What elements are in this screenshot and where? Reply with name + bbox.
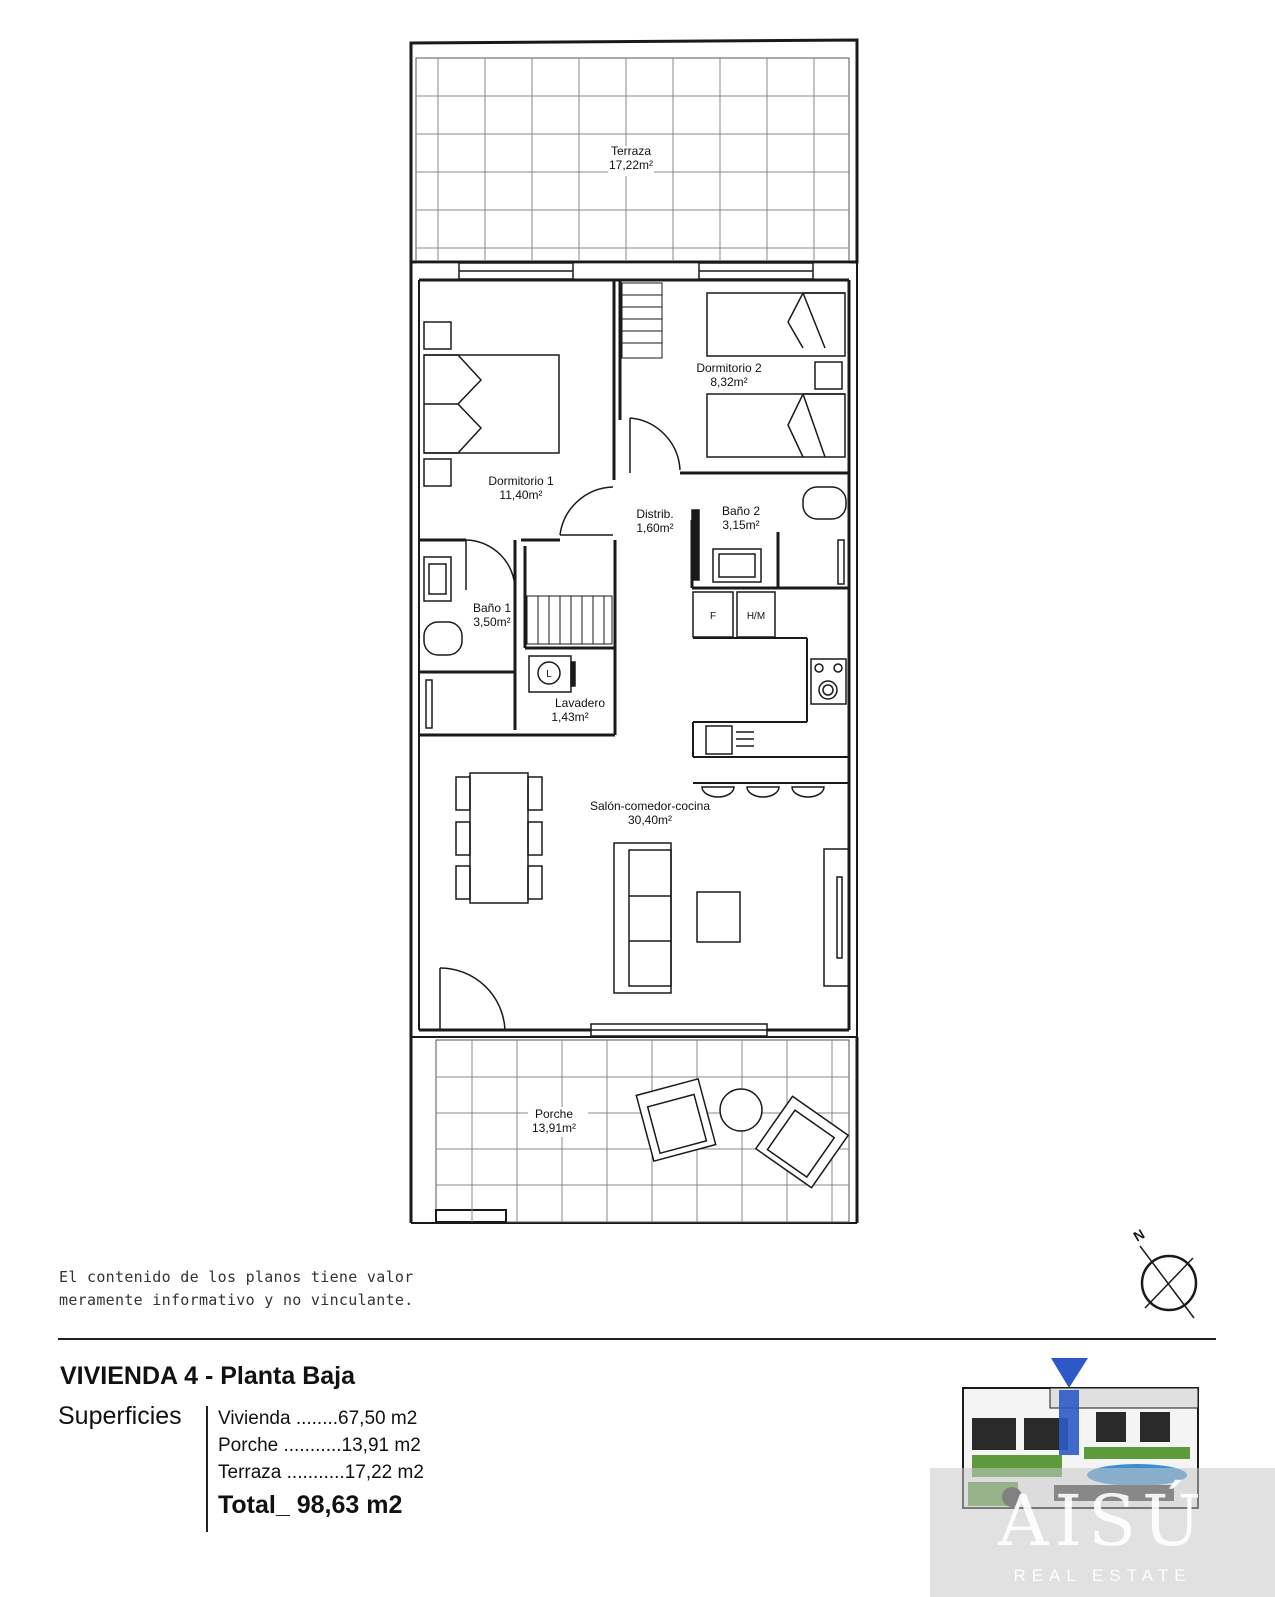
bano2-area: 3,15m² [722,518,760,532]
exterior-walls [411,262,857,1037]
superficie-row-porche: Porche ...........13,91 m2 [218,1435,421,1456]
washer-letter: L [546,669,552,680]
salon-name: Salón-comedor-cocina [589,799,711,813]
oven-label: H/M [746,611,766,622]
porche-area [411,1037,857,1223]
compass-icon [1140,1246,1196,1318]
distrib-area: 1,60m² [636,521,674,535]
page-title: VIVIENDA 4 - Planta Baja [60,1362,355,1390]
fridge-label: F [709,611,717,622]
lavadero-area: 1,43m² [551,710,589,724]
logo-subtitle: REAL ESTATE [1013,1566,1192,1585]
dormitorio1-area: 11,40m² [499,488,543,502]
superficie-row-vivienda: Vivienda ........67,50 m2 [218,1408,418,1429]
superficie-row-terraza: Terraza ...........17,22 m2 [218,1462,424,1483]
bano2-name: Baño 2 [721,504,761,518]
disclaimer-line-2: meramente informativo y no vinculante. [59,1291,414,1309]
bano1-area: 3,50m² [473,615,511,629]
terraza-name: Terraza [610,144,652,158]
salon-area: 30,40m² [627,813,673,827]
closet-upper [622,283,662,358]
coffee-table [697,892,740,942]
bed-double [424,322,559,486]
porche-name: Porche [534,1107,574,1121]
windows [459,263,813,1036]
superficies-divider [206,1406,208,1532]
dormitorio1-name: Dormitorio 1 [488,474,554,488]
porche-area: 13,91m² [531,1121,577,1135]
distrib-name: Distrib. [636,507,674,521]
disclaimer-line-1: El contenido de los planos tiene valor [59,1268,414,1286]
kitchen [693,592,849,797]
lavadero-name: Lavadero [554,696,606,710]
superficies-label: Superficies [58,1402,182,1430]
logo-name: AISÚ [997,1480,1208,1562]
terraza-area-value: 17,22m² [608,158,654,172]
dining-table [456,773,542,903]
interior-walls [419,280,849,735]
divider-rule [58,1338,1216,1340]
disclaimer [59,1266,479,1312]
sofa [614,843,671,993]
bano1-name: Baño 1 [472,601,512,615]
dormitorio2-area: 8,32m² [710,375,748,389]
closet-lower [527,596,612,644]
compass-north-letter: N [1130,1225,1148,1245]
bano1-fixtures [424,557,462,728]
washing-machine [529,656,575,692]
tv-unit [824,849,849,986]
superficies-list [218,1405,424,1520]
superficie-total: Total_ 98,63 m2 [218,1491,403,1519]
watermark-logo [930,1468,1275,1597]
dormitorio2-name: Dormitorio 2 [696,361,762,375]
